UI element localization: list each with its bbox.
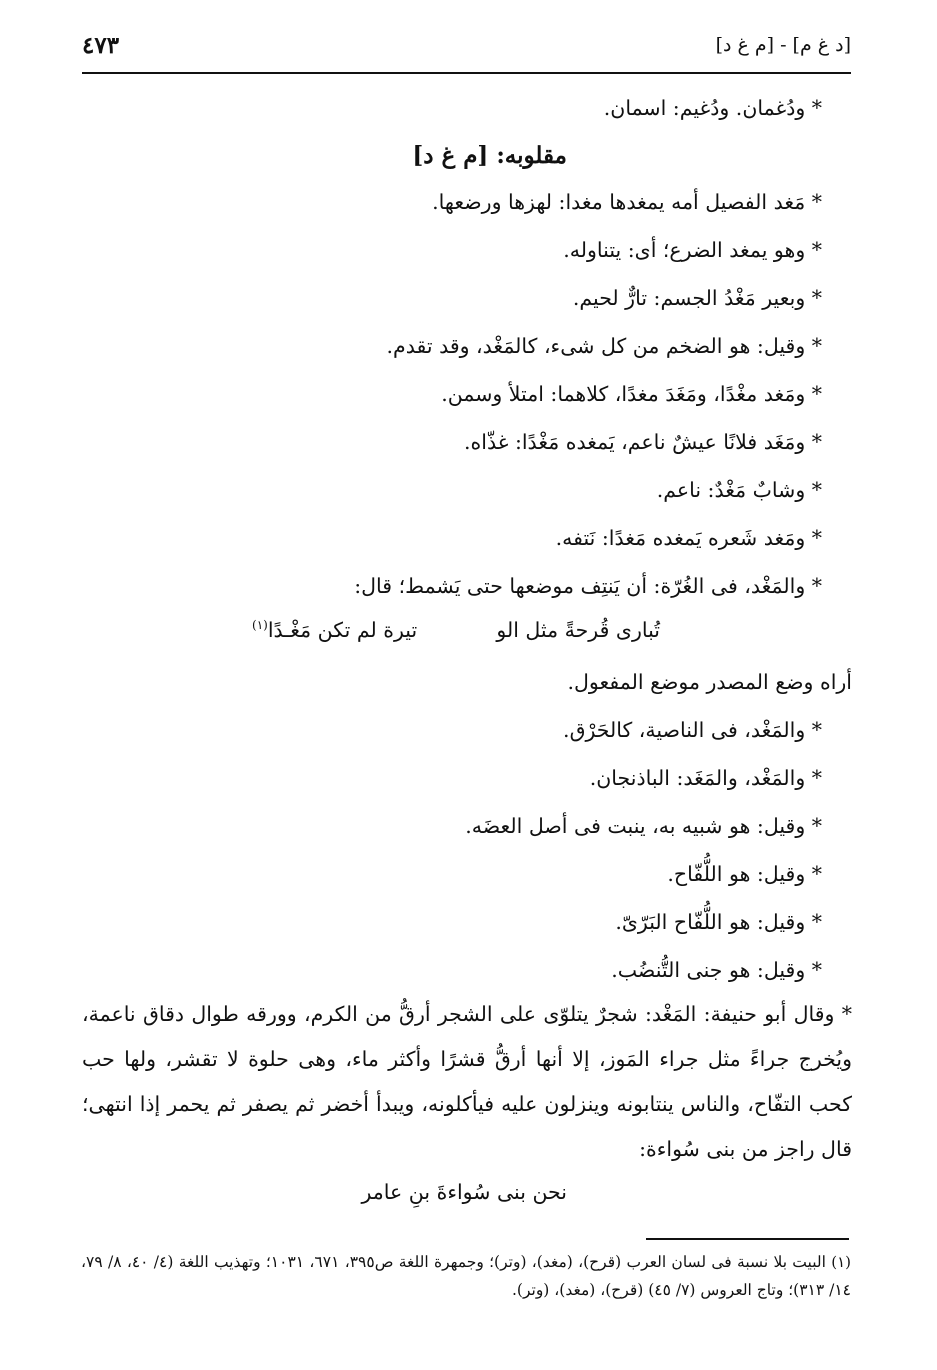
entry-line: * والمَغْد، فى الغُرّة: أن يَنتِف موضعها حتى يَشمط؛ قال: — [354, 574, 822, 598]
entry-line: * وقيل: هو الضخم من كل شىء، كالمَغْد، وقد تقدم. — [386, 334, 822, 358]
poetry-verse — [240, 618, 660, 654]
entry-line: * وشابٌ مَغْدٌ: ناعم. — [656, 478, 822, 502]
section-heading: مقلوبه: [م غ د] — [412, 142, 567, 169]
page-number: ٤٧٣ — [82, 32, 120, 59]
running-title: [د غ م] - [م غ د] — [715, 34, 851, 56]
entry-line: * والمَغْد، والمَغَد: الباذنجان. — [589, 766, 822, 790]
entry-line: * وهو يمغد الضرع؛ أى: يتناوله. — [563, 238, 822, 262]
entry-line: * مَغد الفصيل أمه يمغدها مغدا: لهزها ورضعها. — [432, 190, 822, 214]
verse-second-hemistich-text: تيرة لم تكن مَغْـدًا — [267, 618, 418, 642]
entry-line: * وقيل: هو اللُّفّاح البَرّىّ. — [615, 910, 822, 934]
verse-first-hemistich: تُبارى قُرحةً مثل الو — [496, 618, 660, 642]
entry-line: * وقيل: هو اللُّفّاح. — [667, 862, 822, 886]
abu-hanifa-paragraph: * وقال أبو حنيفة: المَغْد: شجرٌ يتلوّى على الشجر أرقُّ من الكرم، وورقه طوال دقاق ناعمة، ويُخرج جراءً مثل جراء المَوز، إلا أنها أرقُّ قشرًا وأكثر ماء، وهى حلوة لا تقشر، ولها حب كحب التفّاح، والناس ينتابونه وينزلون عليه فيأكلونه، ويبدأ أخضر ثم يصفر ثم يحمر إذا انتهى؛ قال راجز من بنى سُواءة: — [82, 1002, 852, 1161]
footnote-divider — [646, 1238, 849, 1240]
entry-line: * ومَغد مغْدًا، ومَغَدَ مغدًا، كلاهما: امتلأ وسمن. — [441, 382, 822, 406]
entry-line: * وقيل: هو جنى التُّنضُب. — [611, 958, 822, 982]
entry-line: * وقيل: هو شبيه به، ينبت فى أصل العضَه. — [465, 814, 822, 838]
entry-line: أراه وضع المصدر موضع المفعول. — [567, 670, 852, 694]
entry-line: * ودُغمان. ودُغيم: اسمان. — [603, 96, 822, 120]
entry-line: * وبعير مَغْدُ الجسم: تارٌّ لحيم. — [572, 286, 822, 310]
entry-line: * والمَغْد، فى الناصية، كالحَرْق. — [563, 718, 822, 742]
footnote-text: البيت بلا نسبة فى لسان العرب (قرح)، (مغد)، (وتر)؛ وجمهرة اللغة ص٣٩٥، ٦٧١، ١٠٣١؛ وتهذيب اللغة (٤/ ٤٠، ٨/ ٧٩، ١٤/ ٣١٣)؛ وتاج العروس (٧/ ٤٥) (قرح)، (مغد)، (وتر). — [81, 1253, 851, 1299]
entry-line: * ومَغَد فلانًا عيشٌ ناعم، يَمغده مَغْدًا: غذّاه. — [464, 430, 822, 454]
rajaz-verse: نحن بنى سُواءةَ بنِ عامر — [361, 1180, 567, 1204]
footnote-number: (١) — [831, 1253, 852, 1271]
page-header — [82, 30, 851, 74]
footnote — [81, 1248, 851, 1304]
footnote-reference: (١) — [252, 618, 268, 633]
entry-line: * ومَغد شَعره يَمغده مَغدًا: نَتفه. — [555, 526, 822, 550]
verse-second-hemistich — [252, 618, 417, 642]
